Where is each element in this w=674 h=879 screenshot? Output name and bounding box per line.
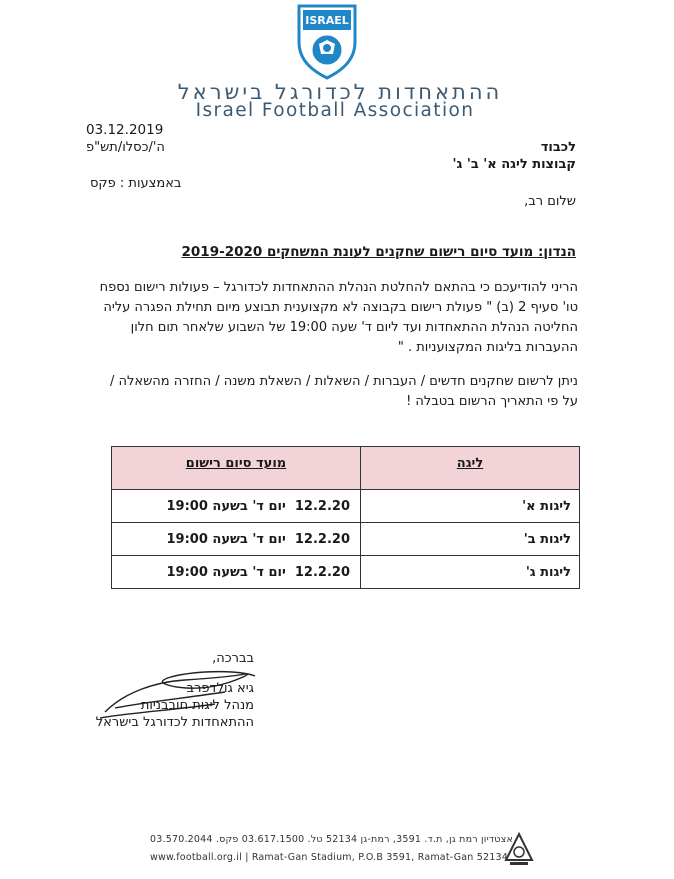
deadline-day: יום ד' בשעה	[212, 564, 286, 580]
body-line: ניתן לרשום שחקנים חדשים / העברות / השאלות / השאלת משנה / החזרה מהשאלה /	[110, 374, 578, 389]
deadline-cell	[112, 490, 361, 523]
signatory-title: מנהל ליגות חובבניות	[140, 698, 254, 713]
header-league: ליגה	[361, 447, 580, 490]
table-row	[112, 490, 580, 523]
deadline-date: 12.2.20	[294, 564, 350, 580]
league-cell: ליגות א'	[361, 490, 580, 523]
deadline-cell	[112, 523, 361, 556]
org-name-english: Israel Football Association	[195, 100, 475, 121]
deadline-time: 19:00	[166, 564, 208, 580]
delivery-method: באמצעות : פקס	[90, 176, 182, 191]
league-cell: ליגות ג'	[361, 556, 580, 589]
league-cell: ליגות ב'	[361, 523, 580, 556]
greeting: שלום רב,	[524, 194, 576, 209]
table-header-row	[112, 447, 580, 490]
body-line: הריני להודיעכם כי בהתאם להחלטת הנהלת ההתאחדות לכדורגל – פעולות רישום נספח	[99, 280, 578, 295]
footer-address-hebrew: אצטדיון רמת גן, ת.ד. 3591, רמת-גן 52134 טל. 03.617.1500 פקס. 03.570.2044	[150, 834, 514, 845]
table-row	[112, 556, 580, 589]
ifa-logo	[293, 2, 361, 80]
signatory-organization: ההתאחדות לכדורגל בישראל	[95, 715, 254, 730]
deadline-date: 12.2.20	[294, 531, 350, 547]
deadline-time: 19:00	[166, 531, 208, 547]
table-row	[112, 523, 580, 556]
letter-subject: הנדון: מועד סיום רישום שחקנים לעונת המשחקים 2019-2020	[181, 244, 576, 260]
recipient-label: לכבוד	[540, 140, 576, 155]
deadline-date: 12.2.20	[294, 498, 350, 514]
registration-deadline-table	[111, 446, 580, 589]
body-line: על פי התאריך הרשום בטבלה !	[406, 394, 578, 409]
org-name-hebrew: ההתאחדות לכדורגל בישראל	[177, 80, 503, 104]
body-line: החליטה הנהלת ההתאחדות ועד ליום ד' שעה 19:00 של השבוע שלאחר תום חלון	[130, 320, 578, 335]
date-hebrew: ה'/כסלו/תש"פ	[86, 140, 165, 155]
deadline-cell	[112, 556, 361, 589]
footer-address-english: www.football.org.il | Ramat-Gan Stadium, P.O.B 3591, Ramat-Gan 52134	[150, 852, 508, 863]
signatory-name: גיא גולדפרב	[186, 681, 254, 696]
letter-body-paragraph-2	[80, 372, 578, 412]
deadline-day: יום ד' בשעה	[212, 498, 286, 514]
deadline-time: 19:00	[166, 498, 208, 514]
body-line: ההעברות בליגות המקצועניות . "	[397, 340, 578, 355]
date-gregorian: 03.12.2019	[86, 122, 164, 138]
header-deadline: מועד סיום רישום	[112, 447, 361, 490]
closing-regards: בברכה,	[212, 651, 254, 666]
letter-body-paragraph-1	[80, 278, 578, 358]
recipient-value: קבוצות ליגה א' ב' ג'	[452, 157, 576, 172]
body-line: טו' סעיף 2 (ב) " פעולת רישום בקבוצה לא מקצוענית תבוצע מיום תחילת הפגרה עליה	[103, 300, 578, 315]
logo-text: ISRAEL	[305, 14, 349, 27]
deadline-day: יום ד' בשעה	[212, 531, 286, 547]
